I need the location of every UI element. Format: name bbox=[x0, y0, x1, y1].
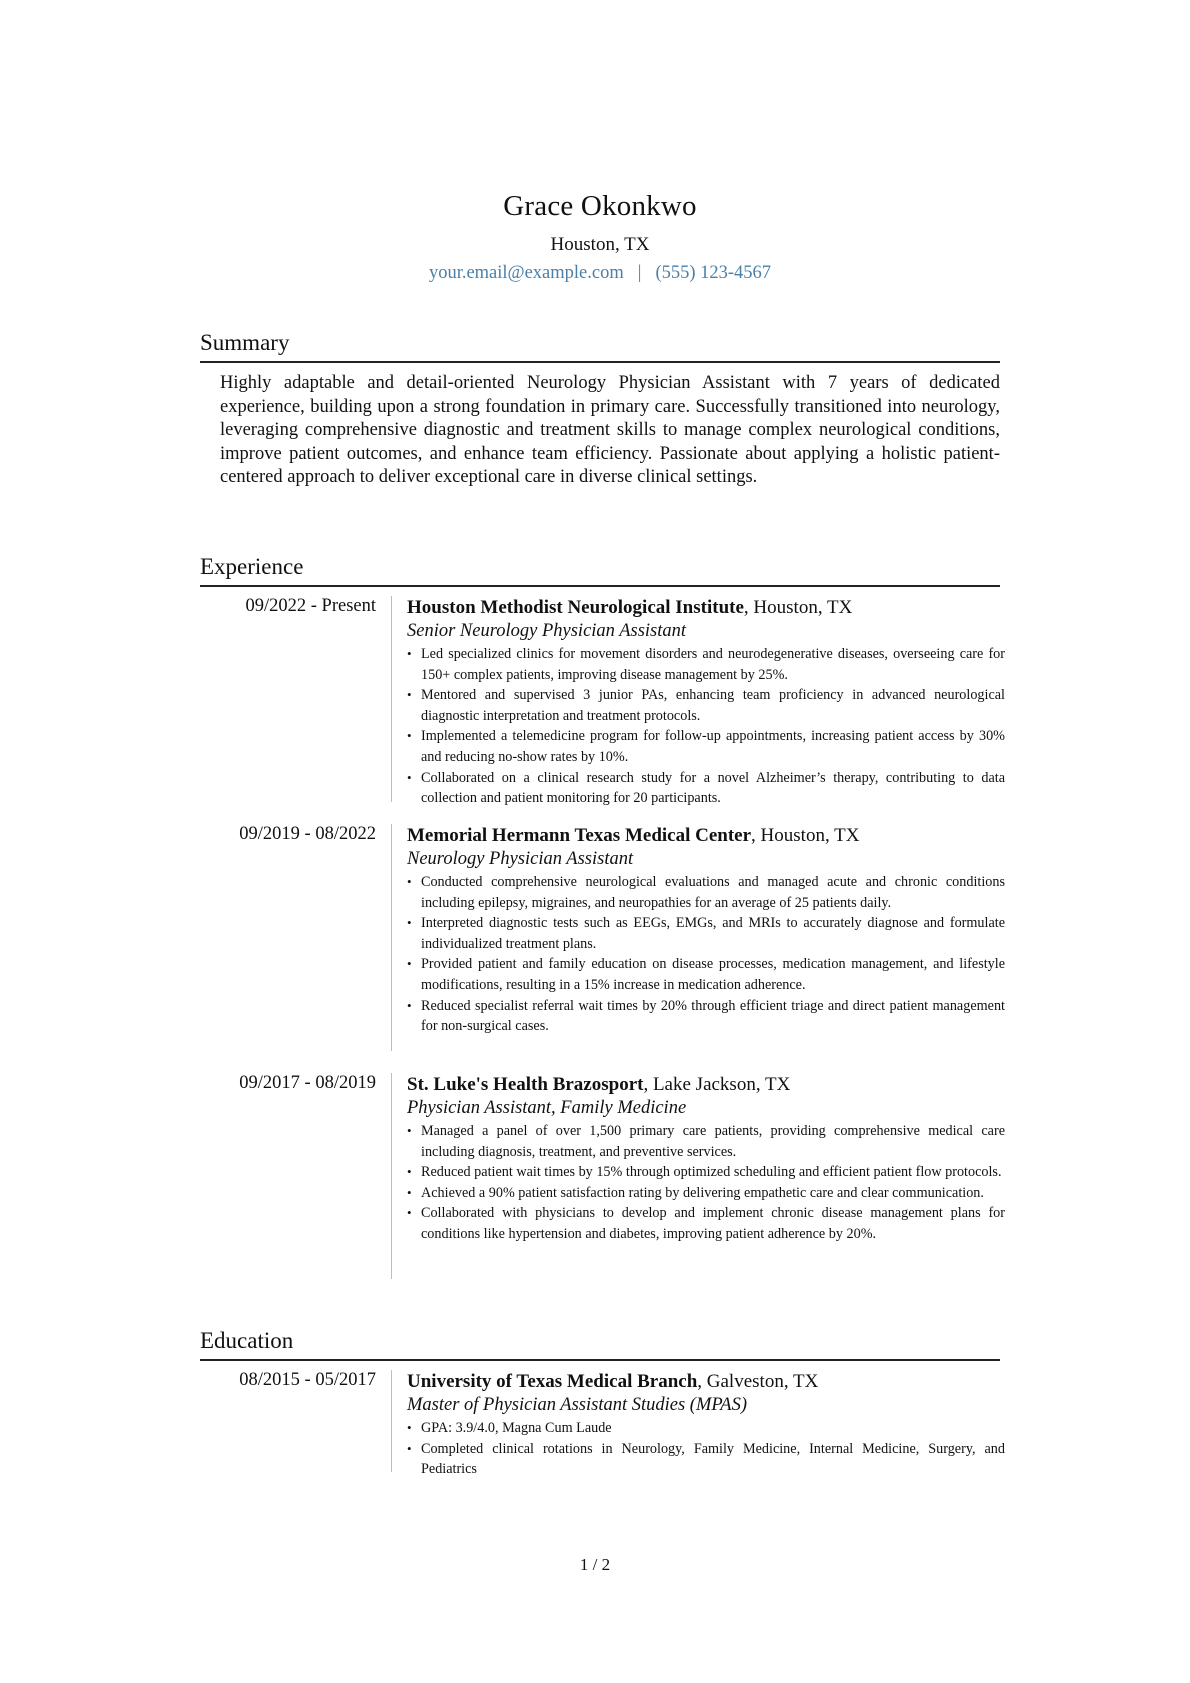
bullet-item: • Implemented a telemedicine program for follow-up appointments, increasing patient access by 30% and reducing no-show rates by 10%. bbox=[407, 726, 1005, 767]
bullet-item: • Interpreted diagnostic tests such as EEGs, EMGs, and MRIs to accurately diagnose and formulate individualized treatment plans. bbox=[407, 913, 1005, 954]
entry-bullets bbox=[407, 1121, 1005, 1245]
bullet-item: • GPA: 3.9/4.0, Magna Cum Laude bbox=[407, 1418, 1005, 1439]
bullet-item: • Mentored and supervised 3 junior PAs, enhancing team proficiency in advanced neurological diagnostic interpretation and treatment protocols. bbox=[407, 685, 1005, 726]
entry-dates: 09/2022 - Present bbox=[245, 596, 376, 616]
phone-link[interactable]: (555) 123-4567 bbox=[655, 263, 772, 283]
entry-bullets bbox=[407, 644, 1005, 809]
organization-location: , Lake Jackson, TX bbox=[643, 1074, 791, 1095]
entry-body bbox=[407, 596, 1005, 809]
entry-organization bbox=[407, 1370, 1005, 1393]
experience-rule bbox=[200, 585, 1000, 587]
entry-organization bbox=[407, 596, 1005, 619]
timeline-line bbox=[391, 824, 392, 1051]
timeline-line bbox=[391, 1073, 392, 1279]
candidate-location: Houston, TX bbox=[550, 234, 650, 255]
bullet-item: • Conducted comprehensive neurological evaluations and managed acute and chronic conditions including epilepsy, migraines, and neuropathies for an average of 25 patients daily. bbox=[407, 872, 1005, 913]
entry-role: Senior Neurology Physician Assistant bbox=[407, 621, 687, 641]
organization-location: , Houston, TX bbox=[751, 825, 860, 846]
entry-bullets bbox=[407, 1418, 1005, 1480]
bullet-item: • Led specialized clinics for movement disorders and neurodegenerative diseases, overseeing care for 150+ complex patients, improving disease management by 25%. bbox=[407, 644, 1005, 685]
entry-bullets bbox=[407, 872, 1005, 1037]
page-number: 1 / 2 bbox=[579, 1555, 611, 1574]
candidate-name: Grace Okonkwo bbox=[503, 190, 697, 222]
entry-body bbox=[407, 824, 1005, 1037]
bullet-item: • Collaborated on a clinical research study for a novel Alzheimer’s therapy, contributing to data collection and patient monitoring for 20 participants. bbox=[407, 768, 1005, 809]
summary-heading: Summary bbox=[200, 330, 290, 355]
contact-separator: | bbox=[637, 263, 642, 283]
entry-organization bbox=[407, 1073, 1005, 1096]
organization-name: St. Luke's Health Brazosport bbox=[407, 1074, 644, 1095]
experience-heading: Experience bbox=[200, 554, 304, 579]
entry-dates: 09/2019 - 08/2022 bbox=[239, 824, 376, 844]
organization-name: University of Texas Medical Branch bbox=[407, 1371, 698, 1392]
organization-name: Houston Methodist Neurological Institute bbox=[407, 597, 744, 618]
timeline-line bbox=[391, 1370, 392, 1472]
bullet-item: • Managed a panel of over 1,500 primary care patients, providing comprehensive medical care including diagnosis, treatment, and preventive services. bbox=[407, 1121, 1005, 1162]
email-link[interactable]: your.email@example.com bbox=[428, 263, 624, 283]
organization-location: , Galveston, TX bbox=[697, 1371, 819, 1392]
entry-role: Neurology Physician Assistant bbox=[407, 849, 634, 869]
entry-dates: 09/2017 - 08/2019 bbox=[239, 1073, 376, 1093]
entry-body bbox=[407, 1370, 1005, 1480]
summary-rule bbox=[200, 361, 1000, 363]
bullet-item: • Reduced specialist referral wait times by 20% through efficient triage and direct patient management for non-surgical cases. bbox=[407, 996, 1005, 1037]
contact-line bbox=[200, 263, 1000, 284]
organization-name: Memorial Hermann Texas Medical Center bbox=[407, 825, 752, 846]
bullet-item: • Provided patient and family education on disease processes, medication management, and lifestyle modifications, resulting in a 15% increase in medication adherence. bbox=[407, 954, 1005, 995]
entry-organization bbox=[407, 824, 1005, 847]
education-rule bbox=[200, 1359, 1000, 1361]
bullet-item: • Reduced patient wait times by 15% through optimized scheduling and efficient patient flow protocols. bbox=[407, 1162, 1005, 1183]
entry-dates: 08/2015 - 05/2017 bbox=[239, 1370, 376, 1390]
bullet-item: • Achieved a 90% patient satisfaction rating by delivering empathetic care and clear communication. bbox=[407, 1183, 1005, 1204]
organization-location: , Houston, TX bbox=[743, 597, 853, 618]
summary-text: Highly adaptable and detail-oriented Neurology Physician Assistant with 7 years of dedicated experience, building upon a strong foundation in primary care. Successfully transitioned into neurology, leveraging comprehensive diagnostic and treatment skills to manage complex neurological conditions, improve patient outcomes, and enhance team efficiency. Passionate about applying a holistic patient-centered approach to deliver exceptional care in diverse clinical settings. bbox=[220, 373, 1000, 487]
timeline-line bbox=[391, 596, 392, 802]
entry-role: Master of Physician Assistant Studies (MPAS) bbox=[407, 1395, 748, 1415]
bullet-item: • Completed clinical rotations in Neurology, Family Medicine, Internal Medicine, Surgery, and Pediatrics bbox=[407, 1439, 1005, 1480]
bullet-item: • Collaborated with physicians to develop and implement chronic disease management plans for conditions like hypertension and diabetes, improving patient adherence by 20%. bbox=[407, 1203, 1005, 1244]
entry-body bbox=[407, 1073, 1005, 1245]
education-heading: Education bbox=[200, 1328, 294, 1353]
entry-role: Physician Assistant, Family Medicine bbox=[407, 1098, 687, 1118]
